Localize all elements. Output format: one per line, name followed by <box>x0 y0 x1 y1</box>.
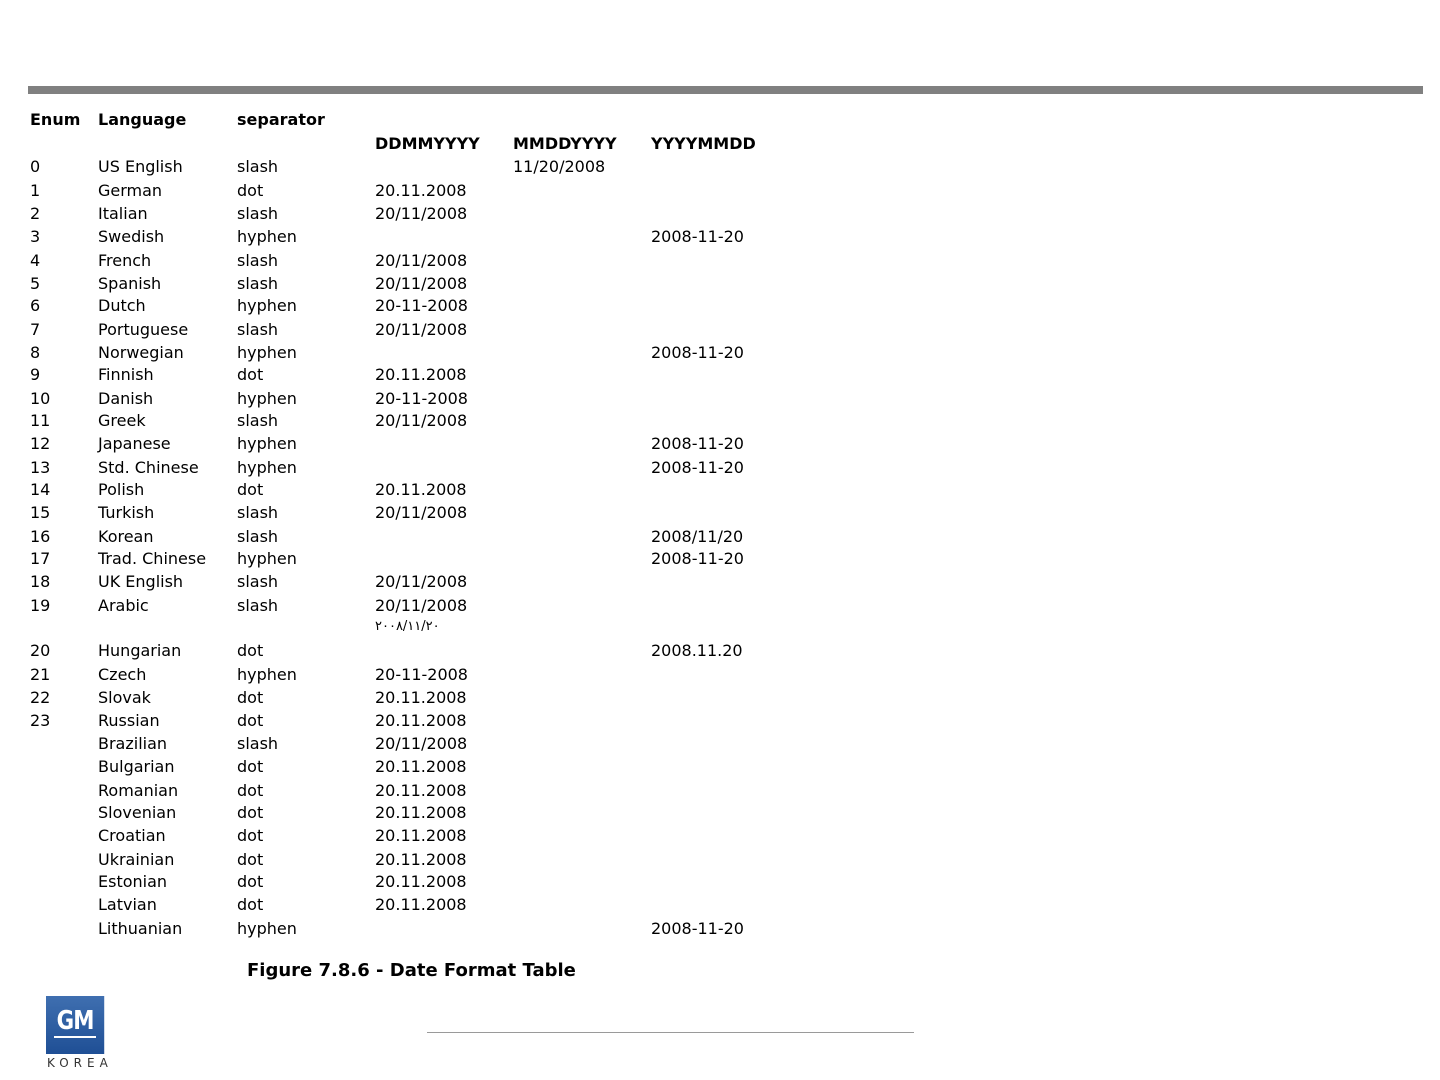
cell-ddmmyyyy: 20.11.2008 <box>375 688 467 707</box>
cell-separator: slash <box>237 204 279 223</box>
cell-ddmmyyyy: 20/11/2008 <box>375 734 468 753</box>
cell-mmddyyyy: 11/20/2008 <box>513 157 606 176</box>
cell-ddmmyyyy: 20/11/2008 <box>375 596 468 615</box>
footer-divider <box>427 1032 914 1033</box>
cell-yyyymmdd: 2008-11-20 <box>651 549 744 568</box>
cell-separator: dot <box>237 781 264 800</box>
cell-language: Danish <box>98 389 154 408</box>
cell-ddmmyyyy: 20.11.2008 <box>375 781 467 800</box>
cell-language: Japanese <box>98 434 171 453</box>
cell-ddmmyyyy: 20.11.2008 <box>375 480 467 499</box>
arabic-native-date: ٢٠٠٨/١١/٢٠ <box>375 619 440 634</box>
cell-separator: hyphen <box>237 458 297 477</box>
cell-enum: 14 <box>30 480 51 499</box>
cell-ddmmyyyy: 20/11/2008 <box>375 274 468 293</box>
cell-enum: 6 <box>30 296 41 315</box>
cell-ddmmyyyy: 20.11.2008 <box>375 872 467 891</box>
header-yyyymmdd: YYYYMMDD <box>651 134 756 153</box>
cell-separator: slash <box>237 157 279 176</box>
table-row <box>0 204 800 227</box>
cell-language: Brazilian <box>98 734 168 753</box>
cell-ddmmyyyy: 20/11/2008 <box>375 572 468 591</box>
cell-separator: slash <box>237 596 279 615</box>
cell-enum: 2 <box>30 204 41 223</box>
cell-language: Korean <box>98 527 154 546</box>
cell-language: Hungarian <box>98 641 182 660</box>
cell-language: Norwegian <box>98 343 184 362</box>
cell-ddmmyyyy: 20.11.2008 <box>375 895 467 914</box>
cell-ddmmyyyy: 20.11.2008 <box>375 803 467 822</box>
table-row <box>0 757 800 780</box>
cell-separator: slash <box>237 251 279 270</box>
cell-separator: slash <box>237 734 279 753</box>
cell-enum: 8 <box>30 343 41 362</box>
cell-language: Italian <box>98 204 148 223</box>
cell-enum: 12 <box>30 434 51 453</box>
cell-yyyymmdd: 2008/11/20 <box>651 527 744 546</box>
table-row <box>0 665 800 688</box>
cell-language: Russian <box>98 711 160 730</box>
table-row <box>0 296 800 319</box>
cell-language: UK English <box>98 572 184 591</box>
cell-enum: 3 <box>30 227 41 246</box>
cell-language: Finnish <box>98 365 154 384</box>
table-row <box>0 343 800 366</box>
cell-separator: dot <box>237 480 264 499</box>
cell-ddmmyyyy: 20.11.2008 <box>375 826 467 845</box>
cell-separator: dot <box>237 641 264 660</box>
cell-separator: dot <box>237 688 264 707</box>
cell-separator: slash <box>237 411 279 430</box>
cell-separator: slash <box>237 572 279 591</box>
cell-separator: hyphen <box>237 665 297 684</box>
cell-enum: 11 <box>30 411 51 430</box>
top-divider <box>28 86 1423 94</box>
cell-separator: dot <box>237 757 264 776</box>
cell-enum: 18 <box>30 572 51 591</box>
cell-language: Std. Chinese <box>98 458 199 477</box>
table-row <box>0 734 800 757</box>
cell-enum: 4 <box>30 251 41 270</box>
cell-separator: hyphen <box>237 227 297 246</box>
cell-enum: 19 <box>30 596 51 615</box>
table-row <box>0 434 800 457</box>
gm-logo-word: KOREA <box>47 1056 113 1070</box>
cell-language: Estonian <box>98 872 168 891</box>
table-row <box>0 320 800 343</box>
table-row <box>0 458 800 481</box>
cell-separator: dot <box>237 850 264 869</box>
cell-language: Romanian <box>98 781 179 800</box>
table-row <box>0 850 800 873</box>
cell-language: German <box>98 181 163 200</box>
header-separator: separator <box>237 110 325 129</box>
cell-ddmmyyyy: 20.11.2008 <box>375 850 467 869</box>
table-row <box>0 641 800 664</box>
cell-yyyymmdd: 2008-11-20 <box>651 458 744 477</box>
cell-enum: 15 <box>30 503 51 522</box>
cell-yyyymmdd: 2008-11-20 <box>651 919 744 938</box>
cell-separator: dot <box>237 872 264 891</box>
table-row <box>0 157 800 180</box>
cell-enum: 1 <box>30 181 41 200</box>
cell-enum: 10 <box>30 389 51 408</box>
table-row <box>0 480 800 503</box>
cell-enum: 7 <box>30 320 41 339</box>
cell-language: Dutch <box>98 296 146 315</box>
cell-separator: dot <box>237 711 264 730</box>
cell-language: Swedish <box>98 227 165 246</box>
cell-language: Portuguese <box>98 320 189 339</box>
table-row <box>0 781 800 804</box>
cell-separator: slash <box>237 503 279 522</box>
cell-enum: 17 <box>30 549 51 568</box>
cell-enum: 13 <box>30 458 51 477</box>
cell-language: Arabic <box>98 596 149 615</box>
header-language: Language <box>98 110 187 129</box>
cell-separator: dot <box>237 826 264 845</box>
cell-separator: hyphen <box>237 919 297 938</box>
gm-logo-mark: GM <box>46 996 104 1054</box>
cell-language: Lithuanian <box>98 919 183 938</box>
cell-ddmmyyyy: 20.11.2008 <box>375 181 467 200</box>
cell-enum: 5 <box>30 274 41 293</box>
table-row <box>0 227 800 250</box>
cell-separator: hyphen <box>237 434 297 453</box>
table-row <box>0 826 800 849</box>
cell-language: Latvian <box>98 895 157 914</box>
gm-korea-logo <box>46 996 113 1074</box>
cell-separator: dot <box>237 181 264 200</box>
table-row <box>0 919 800 942</box>
gm-logo-underline <box>54 1036 96 1038</box>
table-row <box>0 503 800 526</box>
cell-yyyymmdd: 2008-11-20 <box>651 227 744 246</box>
cell-enum: 21 <box>30 665 51 684</box>
cell-ddmmyyyy: 20.11.2008 <box>375 711 467 730</box>
cell-separator: slash <box>237 320 279 339</box>
cell-language: French <box>98 251 152 270</box>
table-row <box>0 274 800 297</box>
cell-language: Trad. Chinese <box>98 549 207 568</box>
cell-language: Bulgarian <box>98 757 175 776</box>
table-row <box>0 711 800 734</box>
table-row <box>0 251 800 274</box>
cell-separator: dot <box>237 365 264 384</box>
cell-separator: hyphen <box>237 549 297 568</box>
cell-enum: 0 <box>30 157 41 176</box>
header-ddmmyyyy: DDMMYYYY <box>375 134 480 153</box>
cell-language: Polish <box>98 480 145 499</box>
cell-ddmmyyyy: 20.11.2008 <box>375 757 467 776</box>
cell-yyyymmdd: 2008-11-20 <box>651 434 744 453</box>
cell-ddmmyyyy: 20-11-2008 <box>375 665 468 684</box>
table-row <box>0 688 800 711</box>
table-row <box>0 572 800 595</box>
table-row <box>0 527 800 550</box>
table-row <box>0 549 800 572</box>
cell-separator: slash <box>237 274 279 293</box>
cell-ddmmyyyy: 20/11/2008 <box>375 251 468 270</box>
table-row <box>0 181 800 204</box>
cell-ddmmyyyy: 20/11/2008 <box>375 503 468 522</box>
cell-ddmmyyyy: 20-11-2008 <box>375 296 468 315</box>
cell-enum: 22 <box>30 688 51 707</box>
table-row <box>0 411 800 434</box>
table-row <box>0 596 800 619</box>
table-row <box>0 389 800 412</box>
cell-separator: hyphen <box>237 296 297 315</box>
cell-language: Turkish <box>98 503 155 522</box>
cell-ddmmyyyy: 20-11-2008 <box>375 389 468 408</box>
table-row <box>0 872 800 895</box>
cell-language: Spanish <box>98 274 162 293</box>
cell-ddmmyyyy: 20/11/2008 <box>375 411 468 430</box>
cell-enum: 9 <box>30 365 41 384</box>
cell-language: Ukrainian <box>98 850 175 869</box>
cell-language: Czech <box>98 665 147 684</box>
table-row <box>0 365 800 388</box>
cell-enum: 20 <box>30 641 51 660</box>
cell-ddmmyyyy: 20/11/2008 <box>375 320 468 339</box>
cell-language: Greek <box>98 411 146 430</box>
figure-caption: Figure 7.8.6 - Date Format Table <box>247 960 576 981</box>
header-enum: Enum <box>30 110 81 129</box>
cell-ddmmyyyy: 20/11/2008 <box>375 204 468 223</box>
cell-ddmmyyyy: 20.11.2008 <box>375 365 467 384</box>
cell-language: Croatian <box>98 826 166 845</box>
cell-separator: slash <box>237 527 279 546</box>
header-mmddyyyy: MMDDYYYY <box>513 134 617 153</box>
cell-enum: 16 <box>30 527 51 546</box>
cell-yyyymmdd: 2008.11.20 <box>651 641 743 660</box>
cell-separator: dot <box>237 803 264 822</box>
cell-language: Slovenian <box>98 803 177 822</box>
cell-language: Slovak <box>98 688 151 707</box>
cell-separator: hyphen <box>237 389 297 408</box>
cell-yyyymmdd: 2008-11-20 <box>651 343 744 362</box>
cell-separator: hyphen <box>237 343 297 362</box>
cell-language: US English <box>98 157 183 176</box>
table-row <box>0 803 800 826</box>
table-row <box>0 895 800 918</box>
cell-separator: dot <box>237 895 264 914</box>
cell-enum: 23 <box>30 711 51 730</box>
